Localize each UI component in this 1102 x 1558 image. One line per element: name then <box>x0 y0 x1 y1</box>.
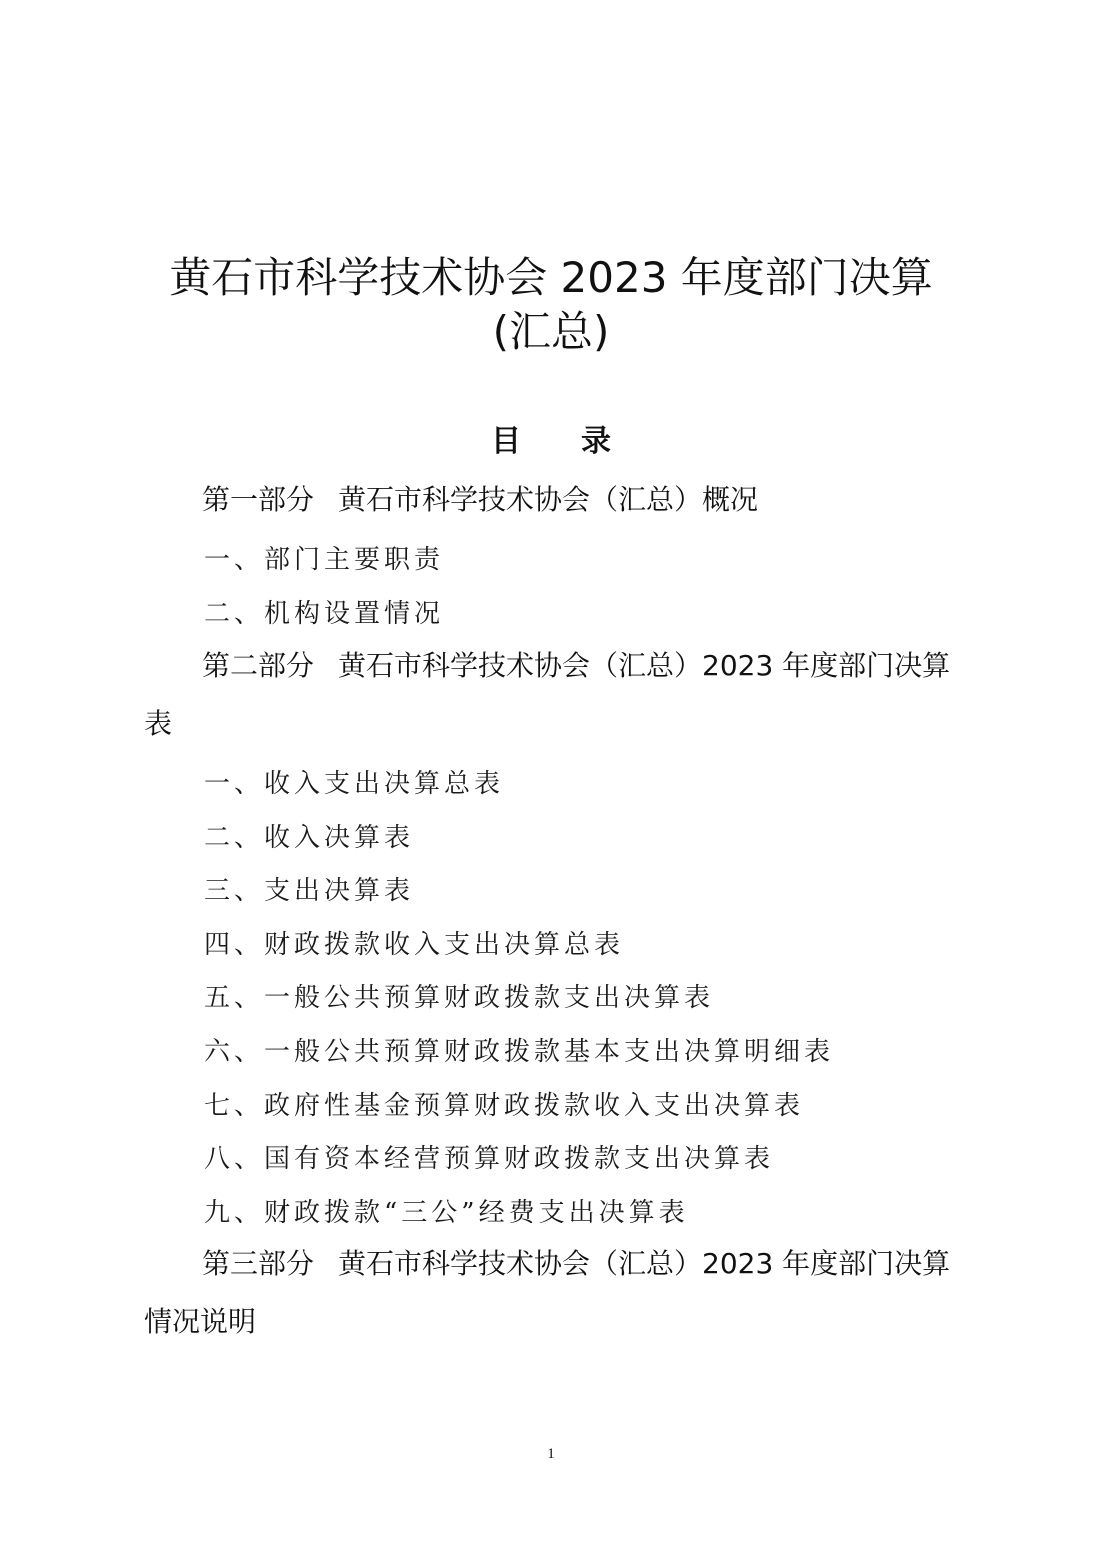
toc-part-3-text: 黄石市科学技术协会（汇总）2023 年度部门决算情况说明 <box>144 1247 951 1338</box>
toc-part-1-text: 黄石市科学技术协会（汇总）概况 <box>338 483 759 516</box>
toc-part-3 <box>144 1235 974 1351</box>
page-number: 1 <box>547 1446 555 1462</box>
toc-item: 二、机构设置情况 <box>204 599 445 629</box>
toc-item: 七、政府性基金预算财政拨款收入支出决算表 <box>204 1091 805 1121</box>
toc-part-1-label: 第一部分 <box>202 483 315 516</box>
document-title-line2: (汇总) <box>492 307 610 356</box>
toc-heading: 目录 <box>491 424 671 459</box>
toc-item: 五、一般公共预算财政拨款支出决算表 <box>204 983 715 1013</box>
toc-part-2-label: 第二部分 <box>202 649 315 682</box>
toc-part-3-label: 第三部分 <box>202 1247 315 1280</box>
toc-item: 一、收入支出决算总表 <box>204 769 505 799</box>
toc-part-1 <box>144 471 974 529</box>
toc-item: 四、财政拨款收入支出决算总表 <box>204 930 625 960</box>
toc-item: 三、支出决算表 <box>204 876 415 906</box>
toc-item: 一、部门主要职责 <box>204 545 445 575</box>
toc-item: 二、收入决算表 <box>204 823 415 853</box>
document-title-line1: 黄石市科学技术协会 2023 年度部门决算 <box>169 253 933 302</box>
toc-item: 九、财政拨款“三公”经费支出决算表 <box>204 1198 689 1228</box>
toc-part-2-text: 黄石市科学技术协会（汇总）2023 年度部门决算表 <box>144 649 951 740</box>
toc-part-2 <box>144 637 974 753</box>
toc-item: 八、国有资本经营预算财政拨款支出决算表 <box>204 1144 775 1174</box>
toc-item: 六、一般公共预算财政拨款基本支出决算明细表 <box>204 1037 835 1067</box>
